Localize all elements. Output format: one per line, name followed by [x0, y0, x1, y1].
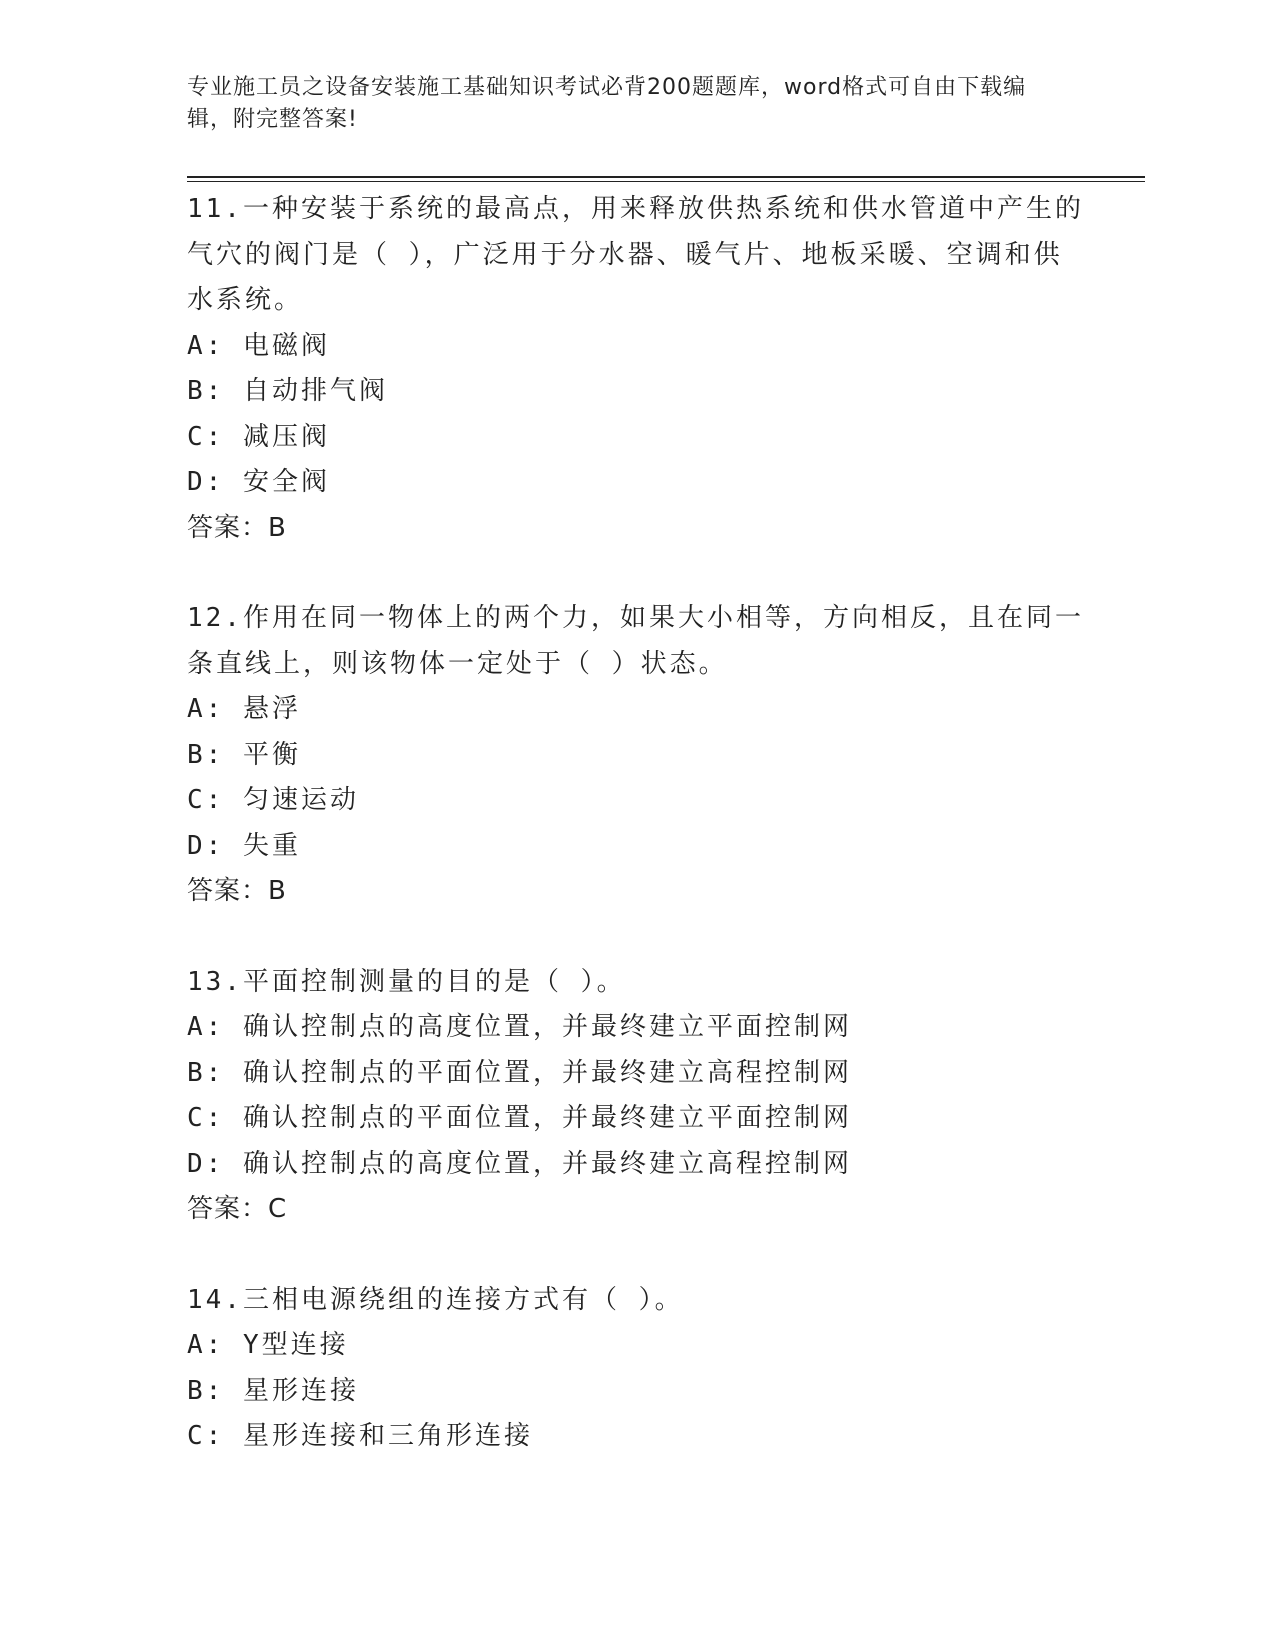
- answer-line: 答案：C: [187, 1194, 288, 1224]
- header-divider-thin: [187, 181, 1145, 182]
- question-gap: [187, 915, 1087, 960]
- question-12: [187, 596, 1087, 915]
- header-divider-thick: [187, 176, 1145, 178]
- option-b: B: 确认控制点的平面位置，并最终建立高程控制网: [187, 1057, 852, 1088]
- question-stem: 14.三相电源绕组的连接方式有（ ）。: [187, 1284, 684, 1315]
- option-b: B: 星形连接: [187, 1375, 359, 1406]
- option-d: D: 安全阀: [187, 467, 330, 497]
- option-a: A: 悬浮: [187, 694, 301, 724]
- option-a: A: Y型连接: [187, 1330, 349, 1360]
- option-b: B: 自动排气阀: [187, 376, 388, 406]
- question-gap: [187, 551, 1087, 596]
- document-header: 专业施工员之设备安装施工基础知识考试必背200题题库，word格式可自由下载编辑，附完整答案!: [187, 75, 1027, 132]
- option-c: C: 减压阀: [187, 421, 330, 452]
- answer-line: 答案：B: [187, 512, 287, 543]
- option-a: A: 电磁阀: [187, 330, 330, 361]
- question-stem: 12.作用在同一物体上的两个力，如果大小相等，方向相反，且在同一条直线上，则该物体一定处于（ ）状态。: [187, 603, 1084, 679]
- question-11: [187, 187, 1087, 551]
- question-14: [187, 1278, 1087, 1460]
- answer-line: 答案：B: [187, 876, 287, 906]
- option-a: A: 确认控制点的高度位置，并最终建立平面控制网: [187, 1012, 852, 1042]
- option-c: C: 确认控制点的平面位置，并最终建立平面控制网: [187, 1103, 852, 1133]
- option-d: D: 失重: [187, 830, 301, 861]
- question-13: [187, 960, 1087, 1233]
- question-gap: [187, 1233, 1087, 1278]
- option-b: B: 平衡: [187, 739, 301, 770]
- question-stem: 11.一种安装于系统的最高点，用来释放供热系统和供水管道中产生的气穴的阀门是（ ），广泛用于分水器、暖气片、地板采暖、空调和供水系统。: [187, 194, 1084, 315]
- option-c: C: 匀速运动: [187, 785, 359, 815]
- question-stem: 13.平面控制测量的目的是（ ）。: [187, 966, 626, 997]
- option-c: C: 星形连接和三角形连接: [187, 1421, 533, 1451]
- question-list: [187, 187, 1087, 1460]
- option-d: D: 确认控制点的高度位置，并最终建立高程控制网: [187, 1148, 852, 1179]
